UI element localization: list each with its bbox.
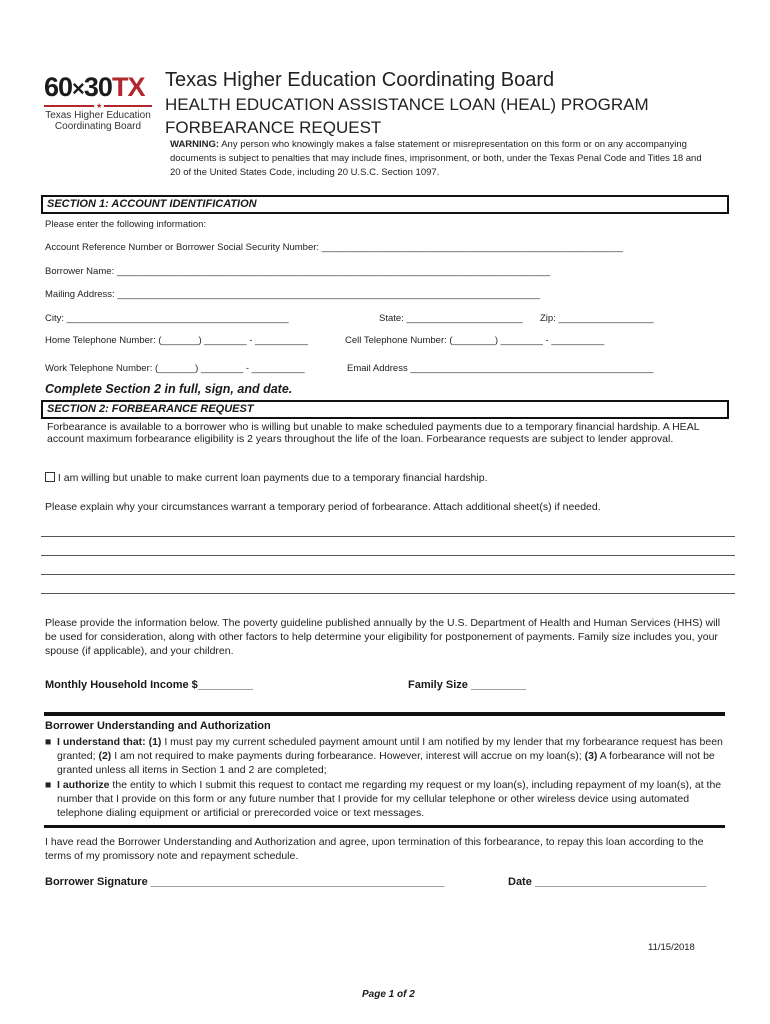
logo-wordmark: 60×30TX (44, 72, 145, 102)
form-title-2: FORBEARANCE REQUEST (165, 118, 382, 137)
bullet-icon: ■ (45, 779, 52, 791)
agreement-text: I have read the Borrower Understanding and Authorization and agree, upon termination of this forbearance, to repay this loan according to the terms of my promissory note and repayment schedule. (45, 836, 704, 862)
logo-line-2: Coordinating Board (54, 121, 142, 132)
account-reference-field[interactable]: Account Reference Number or Borrower Social Security Number: _________________________________________________________ (45, 242, 623, 253)
understanding-top-rule (44, 712, 725, 716)
logo (40, 72, 156, 136)
star-icon: ★ (96, 103, 103, 110)
family-size-field[interactable]: Family Size _________ (408, 679, 527, 691)
cell-phone-field[interactable]: Cell Telephone Number: (________) ________ - __________ (345, 335, 605, 346)
explain-line-1[interactable] (41, 536, 735, 537)
explain-line-4[interactable] (41, 593, 735, 594)
bullet-icon: ■ (45, 736, 52, 748)
checkbox-icon[interactable] (45, 472, 55, 482)
form-title-1: HEALTH EDUCATION ASSISTANCE LOAN (HEAL) PROGRAM (165, 95, 649, 114)
borrower-name-field[interactable]: Borrower Name: __________________________________________________________________________________ (45, 266, 551, 277)
state-field[interactable]: State: ______________________ (379, 313, 523, 324)
warning-notice (170, 138, 710, 180)
complete-note: Complete Section 2 in full, sign, and date. (45, 382, 293, 396)
organization-name: Texas Higher Education Coordinating Board (165, 69, 555, 91)
hardship-checkbox-row[interactable] (45, 472, 487, 485)
logo-line-1: Texas Higher Education (45, 110, 151, 121)
city-field[interactable]: City: __________________________________________ (45, 313, 289, 324)
warning-label: WARNING: (170, 139, 220, 150)
poverty-guideline-text: Please provide the information below. The poverty guideline published annually by the U.S. Department of Health and Human Services (HHS) will be used for consideration, along with other factors to help determine your eligibility for postponement of payments. Family size includes you, your spouse (if applicable), and your children. (45, 617, 721, 657)
section-1-intro: Please enter the following information: (45, 219, 207, 230)
date-field[interactable]: Date ____________________________ (508, 876, 707, 888)
borrower-signature-field[interactable]: Borrower Signature ________________________________________________ (45, 876, 445, 888)
hardship-checkbox-label: I am willing but unable to make current loan payments due to a temporary financial hardship. (55, 472, 488, 484)
understanding-heading: Borrower Understanding and Authorization (45, 720, 271, 732)
explain-prompt: Please explain why your circumstances warrant a temporary period of forbearance. Attach additional sheet(s) if needed. (45, 501, 601, 513)
section-2-heading: SECTION 2: FORBEARANCE REQUEST (41, 400, 729, 419)
revision-date: 11/15/2018 (648, 942, 695, 953)
understanding-item-1: ■ I understand that: (1) I must pay my current scheduled payment amount until I am notified by my lender that my forbearance request has been granted; (2) I am not required to make payments during forbearance. However, interest will accrue on my loan(s); (3) A forbearance will not be granted unless all items in Section 1 and 2 are completed; (45, 736, 723, 776)
zip-field[interactable]: Zip: __________________ (540, 313, 654, 324)
section-2-description: Forbearance is available to a borrower who is willing but unable to make scheduled payments due to a temporary financial hardship. A HEAL account maximum forbearance eligibility is 2 years throughout the life of the loan. Forbearance requests are subject to lender approval. (47, 421, 700, 445)
page-number: Page 1 of 2 (362, 989, 415, 1000)
understanding-item-2: ■ I authorize the entity to which I submit this request to contact me regarding my request or my loan(s), including repayment of my loan(s), at the number that I provide on this form or any future number that I provide for my cellular telephone or other wireless device using automated telephone dialing equipment or artificial or prerecorded voice or text messages. (45, 779, 722, 819)
mailing-address-field[interactable]: Mailing Address: ________________________________________________________________________________ (45, 289, 541, 300)
work-phone-field[interactable]: Work Telephone Number: (_______) ________ - __________ (45, 363, 305, 374)
warning-text: Any person who knowingly makes a false statement or misrepresentation on this form or on any accompanying documents is subject to penalties that may include fines, imprisonment, or both, under the Texas Penal Code and Titles 18 and 20 of the United States Code, including 20 U.S.C. Section 1097. (170, 139, 702, 178)
monthly-income-field[interactable]: Monthly Household Income $_________ (45, 679, 253, 691)
home-phone-field[interactable]: Home Telephone Number: (_______) ________ - __________ (45, 335, 308, 346)
section-1-heading: SECTION 1: ACCOUNT IDENTIFICATION (41, 195, 729, 214)
explain-line-3[interactable] (41, 574, 735, 575)
understanding-bottom-rule (44, 825, 725, 828)
explain-line-2[interactable] (41, 555, 735, 556)
email-field[interactable]: Email Address ______________________________________________ (347, 363, 654, 374)
